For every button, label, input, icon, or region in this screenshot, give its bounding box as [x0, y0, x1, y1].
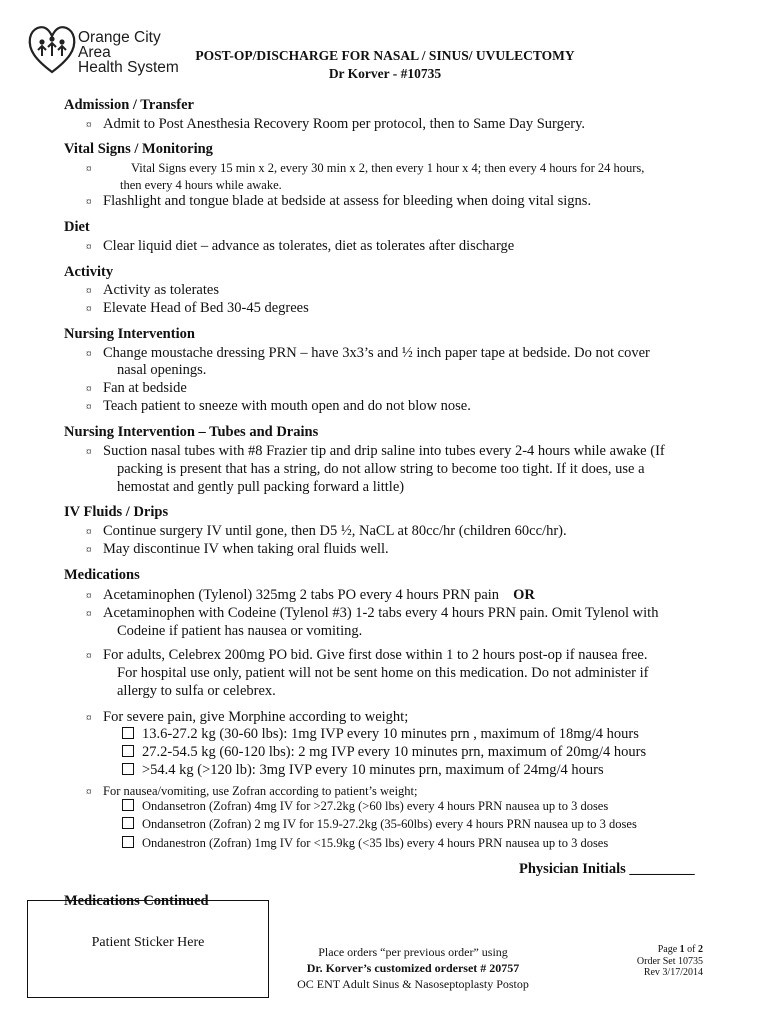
list-item: ¤ Acetaminophen (Tylenol) 325mg 2 tabs PO every 4 hours PRN pain OR: [86, 587, 535, 603]
bullet-icon: ¤: [86, 303, 92, 315]
list-item: ¤ Admit to Post Anesthesia Recovery Room per protocol, then to Same Day Surgery.: [86, 116, 586, 132]
list-item: ¤ For adults, Celebrex 200mg PO bid. Give first dose within 1 to 2 hours post-op if nausea free.: [86, 647, 648, 663]
order-set-number: Order Set 10735: [636, 956, 703, 967]
bullet-icon: ¤: [86, 119, 92, 131]
physician-initials-line[interactable]: Physician Initials _________: [519, 861, 695, 877]
bullet-icon: ¤: [86, 544, 92, 556]
morphine-option: 13.6-27.2 kg (30-60 lbs): 1mg IVP every 10 minutes prn , maximum of 18mg/4 hours: [122, 726, 639, 743]
list-item: ¤ Flashlight and tongue blade at bedside at assess for bleeding when doing vital signs.: [86, 193, 592, 209]
bullet-icon: ¤: [86, 590, 92, 602]
section-heading-nursing: Nursing Intervention: [64, 326, 195, 342]
list-item: ¤ Continue surgery IV until gone, then D5 ½, NaCL at 80cc/hr (children 60cc/hr).: [86, 523, 567, 539]
bullet-icon: ¤: [86, 526, 92, 538]
checkbox[interactable]: [122, 799, 134, 811]
list-item-continued: For hospital use only, patient will not be sent home on this medication. Do not administer if: [117, 665, 649, 681]
zofran-option: Ondansetron (Zofran) 2 mg IV for 15.9-27.2kg (35-60lbs) every 4 hours PRN nausea up to 3 doses: [122, 817, 637, 832]
bullet-icon: ¤: [86, 446, 92, 458]
list-item: ¤ Clear liquid diet – advance as tolerates, diet as tolerates after discharge: [86, 238, 515, 254]
list-item: ¤ Fan at bedside: [86, 380, 187, 396]
bullet-icon: ¤: [86, 401, 92, 413]
list-item-continued: Codeine if patient has nausea or vomiting.: [117, 623, 363, 639]
section-heading-vitals: Vital Signs / Monitoring: [64, 141, 213, 157]
list-item: ¤ May discontinue IV when taking oral fluids well.: [86, 541, 389, 557]
patient-sticker-label: Patient Sticker Here: [91, 935, 205, 950]
footer-orderset: Dr. Korver’s customized orderset # 20757: [306, 961, 520, 975]
list-item-continued: then every 4 hours while awake.: [120, 178, 282, 192]
morphine-option: >54.4 kg (>120 lb): 3mg IVP every 10 minutes prn, maximum of 24mg/4 hours: [122, 762, 604, 779]
list-item: ¤ Activity as tolerates: [86, 282, 219, 298]
list-item: ¤ For severe pain, give Morphine according to weight;: [86, 709, 409, 725]
section-heading-activity: Activity: [64, 264, 114, 280]
bullet-icon: ¤: [86, 383, 92, 395]
checkbox[interactable]: [122, 727, 134, 739]
section-heading-admission: Admission / Transfer: [64, 97, 194, 113]
bullet-icon: ¤: [86, 196, 92, 208]
list-item: ¤ Elevate Head of Bed 30-45 degrees: [86, 300, 309, 316]
list-item: ¤ Change moustache dressing PRN – have 3x3’s and ½ inch paper tape at bedside. Do not cover: [86, 345, 650, 361]
footer-line: OC ENT Adult Sinus & Nasoseptoplasty Postop: [297, 977, 529, 991]
document-subtitle: Dr Korver - #10735: [328, 66, 442, 81]
zofran-option: Ondansetron (Zofran) 4mg IV for >27.2kg (>60 lbs) every 4 hours PRN nausea up to 3 doses: [122, 799, 608, 814]
section-heading-iv: IV Fluids / Drips: [64, 504, 169, 520]
zofran-option: Ondanestron (Zofran) 1mg IV for <15.9kg (<35 lbs) every 4 hours PRN nausea up to 3 doses: [122, 836, 608, 851]
revision-date: Rev 3/17/2014: [643, 967, 703, 978]
bullet-icon: ¤: [86, 348, 92, 360]
section-heading-medications: Medications: [64, 567, 140, 583]
section-heading-tubes: Nursing Intervention – Tubes and Drains: [64, 424, 319, 440]
footer-line: Place orders “per previous order” using: [318, 945, 508, 959]
list-item-continued: allergy to sulfa or celebrex.: [117, 683, 276, 699]
list-item: ¤ For nausea/vomiting, use Zofran according to patient’s weight;: [86, 782, 418, 801]
checkbox[interactable]: [122, 763, 134, 775]
page-number: Page 1 of 2: [657, 944, 703, 955]
list-item: ¤ Suction nasal tubes with #8 Frazier tip and drip saline into tubes every 2-4 hours while awake (If: [86, 443, 665, 459]
bullet-icon: ¤: [86, 608, 92, 620]
bullet-icon: ¤: [86, 712, 92, 724]
checkbox[interactable]: [122, 745, 134, 757]
bullet-icon: ¤: [86, 285, 92, 297]
medications-continued-heading: Medications Continued: [64, 893, 209, 909]
document-title: POST-OP/DISCHARGE FOR NASAL / SINUS/ UVULECTOMY: [195, 48, 575, 63]
bullet-icon: ¤: [86, 650, 92, 662]
list-item: ¤ Acetaminophen with Codeine (Tylenol #3) 1-2 tabs every 4 hours PRN pain. Omit Tylenol with: [86, 605, 659, 621]
bullet-icon: ¤: [86, 241, 92, 253]
morphine-option: 27.2-54.5 kg (60-120 lbs): 2 mg IVP every 10 minutes prn, maximum of 20mg/4 hours: [122, 744, 646, 761]
bullet-icon: ¤: [86, 163, 92, 175]
list-item: ¤ Vital Signs every 15 min x 2, every 30 min x 2, then every 1 hour x 4; then every 4 hours for 24 hours,: [86, 159, 644, 178]
checkbox[interactable]: [122, 836, 134, 848]
bullet-icon: ¤: [86, 786, 92, 798]
list-item-continued: nasal openings.: [117, 362, 207, 378]
checkbox[interactable]: [122, 817, 134, 829]
logo-text: Orange City Area Health System: [78, 29, 179, 76]
section-heading-diet: Diet: [64, 219, 90, 235]
list-item: ¤ Teach patient to sneeze with mouth open and do not blow nose.: [86, 398, 471, 414]
patient-sticker-box: [27, 900, 269, 998]
list-item-continued: packing is present that has a string, do not allow string to become too tight. If it does, use a: [117, 461, 645, 477]
list-item-continued: hemostat and gently pull packing forward a little): [117, 479, 405, 495]
